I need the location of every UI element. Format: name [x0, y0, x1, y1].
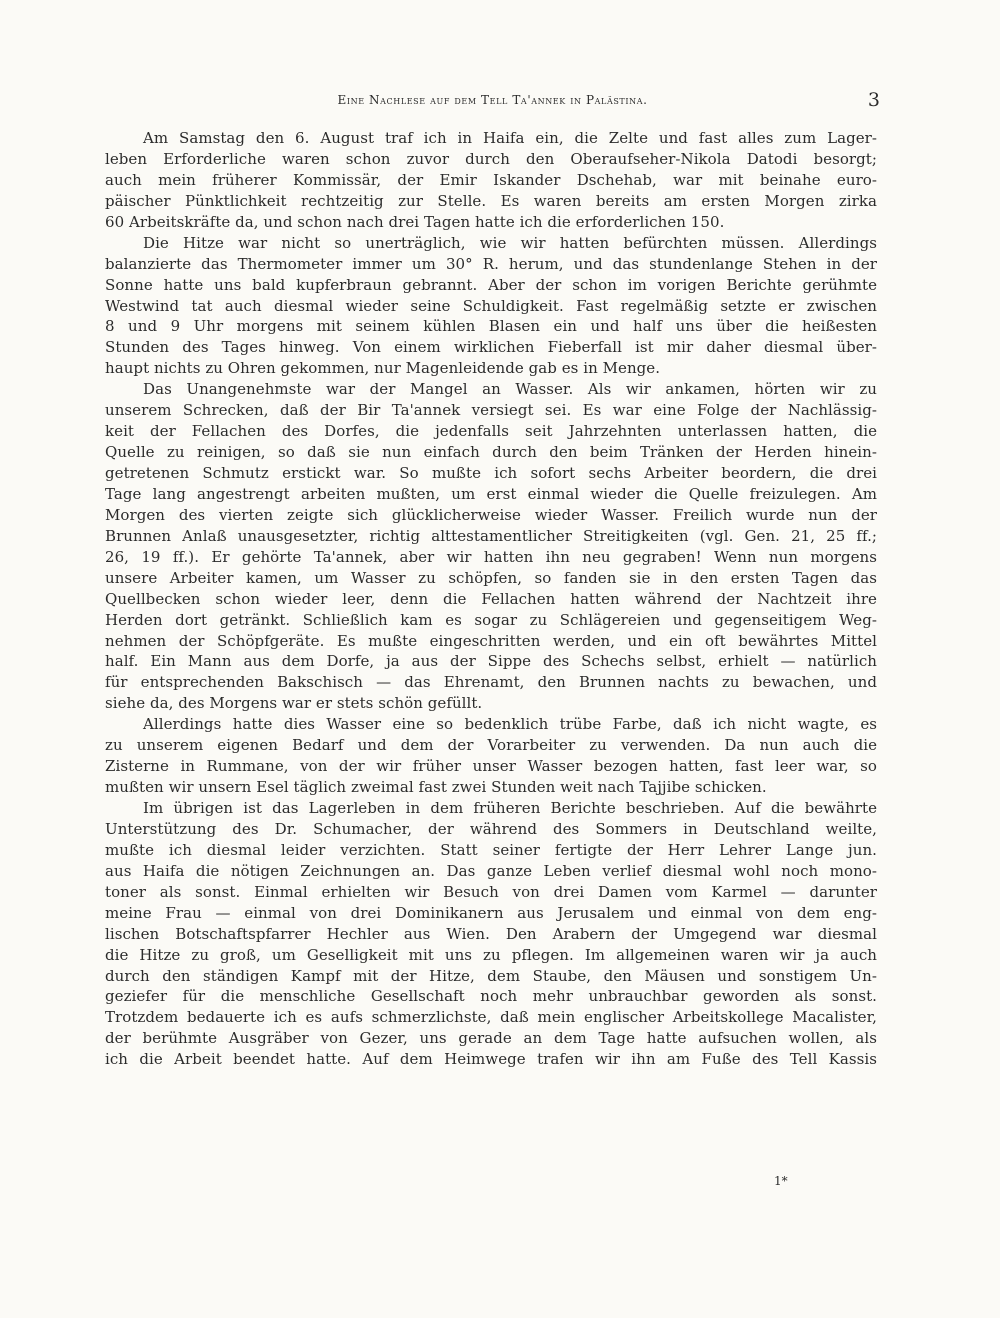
body-text: [105, 128, 877, 1070]
text-line: leben Erforderliche waren schon zuvor durch den Oberaufseher-Nikola Datodi besorgt;: [105, 149, 877, 168]
text-line: zu unserem eigenen Bedarf und dem der Vorarbeiter zu verwenden. Da nun auch die: [105, 736, 877, 755]
text-line: päischer Pünktlichkeit rechtzeitig zur Stelle. Es waren bereits am ersten Morgen zirka: [105, 191, 877, 210]
text-line: meine Frau — einmal von drei Dominikanern aus Jerusalem und einmal von dem eng-: [105, 903, 877, 922]
text-line: die Hitze zu groß, um Geselligkeit mit uns zu pflegen. Im allgemeinen waren wir ja auch: [105, 945, 877, 964]
text-line: Sonne hatte uns bald kupferbraun gebrannt. Aber der schon im vorigen Berichte gerühmte: [105, 275, 877, 294]
text-line: nehmen der Schöpfgeräte. Es mußte eingeschritten werden, und ein oft bewährtes Mittel: [105, 631, 877, 650]
text-line: Allerdings hatte dies Wasser eine so bedenklich trübe Farbe, daß ich nicht wagte, es: [143, 715, 877, 734]
text-line: half. Ein Mann aus dem Dorfe, ja aus der Sippe des Schechs selbst, erhielt — natürlich: [105, 652, 877, 671]
paragraph: [105, 714, 877, 798]
text-line: durch den ständigen Kampf mit der Hitze, dem Staube, den Mäusen und sonstigem Un-: [105, 966, 877, 985]
text-line: Tage lang angestrengt arbeiten mußten, um erst einmal wieder die Quelle freizulegen. Am: [105, 484, 877, 503]
text-line: Trotzdem bedauerte ich es aufs schmerzlichste, daß mein englischer Arbeitskollege Macalister,: [105, 1008, 877, 1027]
text-line: Herden dort getränkt. Schließlich kam es sogar zu Schlägereien und gegenseitigem Weg-: [105, 610, 877, 629]
running-head: [105, 89, 880, 117]
text-line: mußten wir unsern Esel täglich zweimal fast zwei Stunden weit nach Tajjibe schicken.: [105, 778, 767, 797]
paragraph: [105, 798, 877, 1070]
text-line: balanzierte das Thermometer immer um 30° R. herum, und das stundenlange Stehen in der: [105, 254, 877, 273]
text-line: getretenen Schmutz erstickt war. So mußte ich sofort sechs Arbeiter beordern, die drei: [105, 464, 877, 482]
text-line: Das Unangenehmste war der Mangel an Wasser. Als wir ankamen, hörten wir zu: [143, 380, 877, 399]
text-line: geziefer für die menschliche Gesellschaft noch mehr unbrauchbar geworden als sonst.: [105, 987, 877, 1006]
text-line: Zisterne in Rummane, von der wir früher unser Wasser bezogen hatten, fast leer war, so: [105, 757, 877, 776]
text-line: der berühmte Ausgräber von Gezer, uns gerade an dem Tage hatte aufsuchen wollen, als: [105, 1029, 877, 1048]
text-line: unsere Arbeiter kamen, um Wasser zu schöpfen, so fanden sie in den ersten Tagen das: [105, 568, 877, 587]
paragraph: [105, 128, 877, 233]
signature-mark: 1*: [774, 1174, 788, 1188]
text-line: siehe da, des Morgens war er stets schön gefüllt.: [105, 694, 483, 713]
text-line: auch mein früherer Kommissär, der Emir Iskander Dschehab, war mit beinahe euro-: [105, 170, 877, 189]
text-line: mußte ich diesmal leider verzichten. Statt seiner fertigte der Herr Lehrer Lange jun.: [105, 840, 877, 859]
text-line: Brunnen Anlaß unausgesetzter, richtig alttestamentlicher Streitigkeiten (vgl. Gen. 21, 25 ff.;: [105, 526, 877, 545]
text-line: toner als sonst. Einmal erhielten wir Besuch von drei Damen vom Karmel — darunter: [105, 882, 877, 901]
text-line: aus Haifa die nötigen Zeichnungen an. Das ganze Leben verlief diesmal wohl noch mono-: [105, 861, 877, 880]
text-line: Quelle zu reinigen, so daß sie nun einfach durch den beim Tränken der Herden hinein-: [105, 443, 877, 462]
text-line: Morgen des vierten zeigte sich glücklicherweise wieder Wasser. Freilich wurde nun der: [105, 505, 877, 524]
text-line: Stunden des Tages hinweg. Von einem wirklichen Fieberfall ist mir daher diesmal über-: [105, 338, 877, 357]
text-line: keit der Fellachen des Dorfes, die jedenfalls seit Jahrzehnten unterlassen hatten, die: [105, 422, 877, 441]
running-title: Eine Nachlese auf dem Tell Ta'annek in Palästina.: [337, 93, 648, 107]
paragraph: [105, 379, 877, 714]
text-line: ich die Arbeit beendet hatte. Auf dem Heimwege trafen wir ihn am Fuße des Tell Kassis: [105, 1050, 877, 1069]
text-line: lischen Botschaftspfarrer Hechler aus Wien. Den Arabern der Umgegend war diesmal: [105, 924, 877, 943]
text-line: Quellbecken schon wieder leer, denn die Fellachen hatten während der Nachtzeit ihre: [105, 589, 877, 608]
text-line: 8 und 9 Uhr morgens mit seinem kühlen Blasen ein und half uns über die heißesten: [105, 317, 877, 336]
text-line: Unterstützung des Dr. Schumacher, der während des Sommers in Deutschland weilte,: [105, 819, 877, 838]
text-line: 26, 19 ff.). Er gehörte Ta'annek, aber wir hatten ihn neu gegraben! Wenn nun morgens: [105, 547, 877, 566]
text-line: haupt nichts zu Ohren gekommen, nur Magenleidende gab es in Menge.: [105, 359, 661, 378]
text-line: für entsprechenden Bakschisch — das Ehrenamt, den Brunnen nachts zu bewachen, und: [105, 673, 877, 692]
text-line: Die Hitze war nicht so unerträglich, wie wir hatten befürchten müssen. Allerdings: [143, 233, 877, 252]
page-number: 3: [867, 89, 880, 111]
text-line: Westwind tat auch diesmal wieder seine Schuldigkeit. Fast regelmäßig setzte er zwischen: [105, 296, 877, 315]
text-line: Im übrigen ist das Lagerleben in dem früheren Berichte beschrieben. Auf die bewährte: [143, 799, 877, 817]
text-line: 60 Arbeitskräfte da, und schon nach drei Tagen hatte ich die erforderlichen 150.: [105, 212, 725, 231]
paragraph: [105, 233, 877, 380]
text-line: Am Samstag den 6. August traf ich in Haifa ein, die Zelte und fast alles zum Lager-: [143, 129, 877, 147]
text-line: unserem Schrecken, daß der Bir Ta'annek versiegt sei. Es war eine Folge der Nachlässig-: [105, 401, 877, 420]
